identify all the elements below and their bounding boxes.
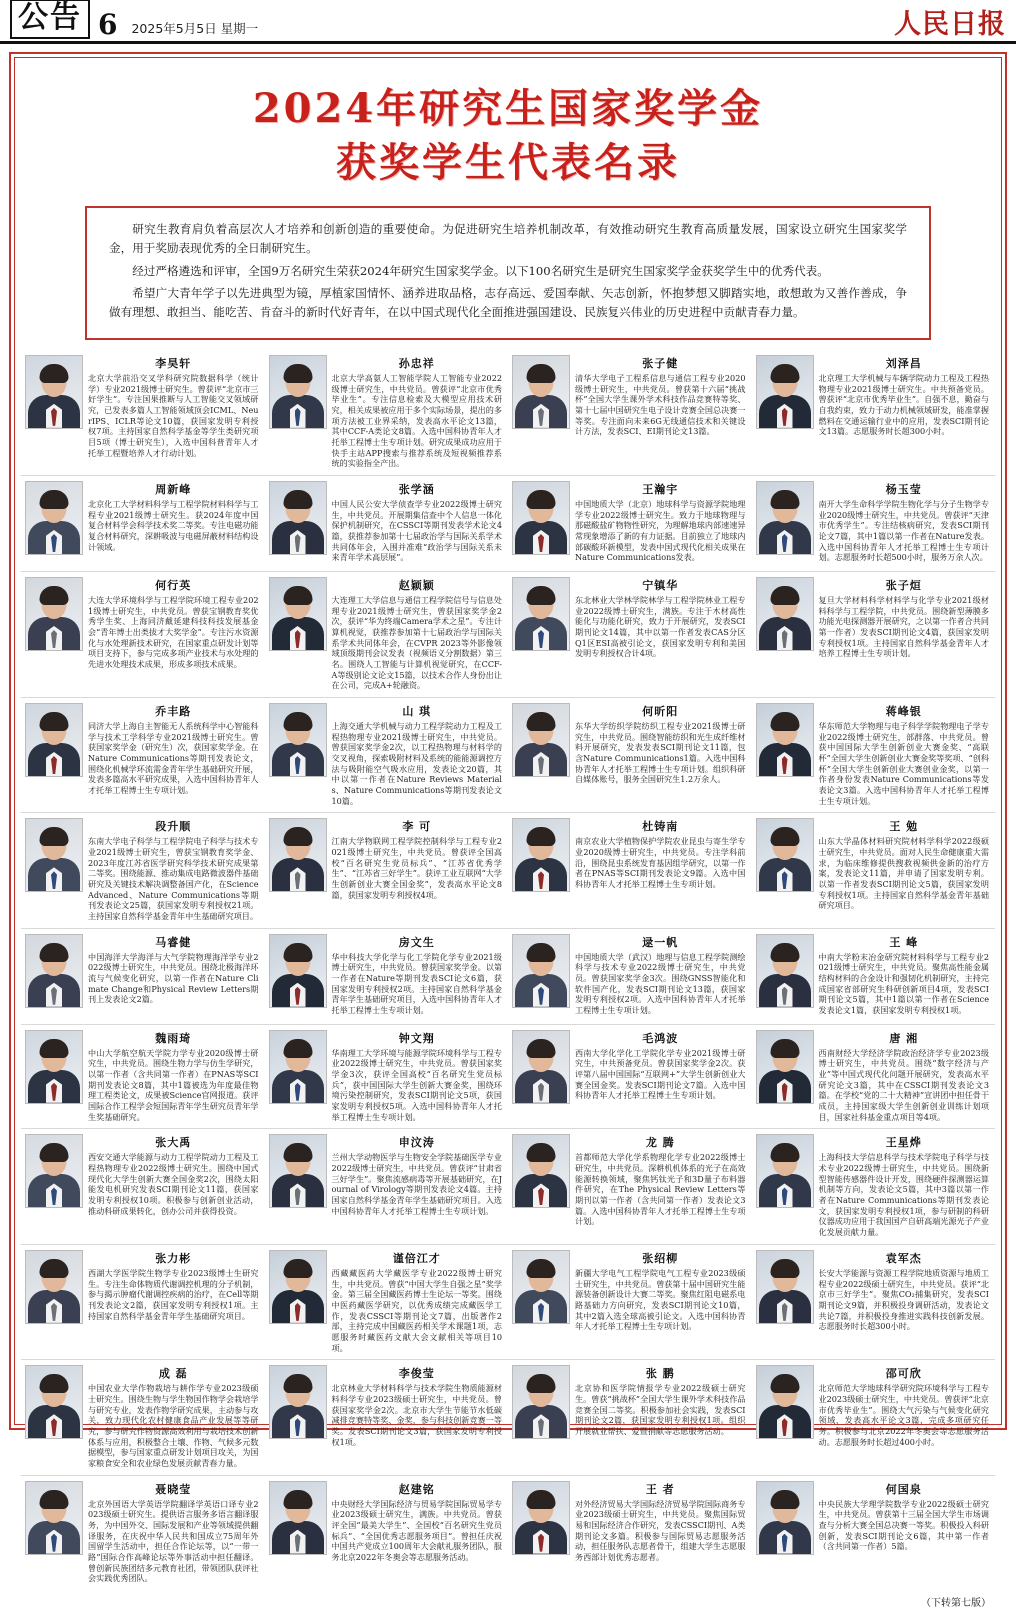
recipient-bio: 东北林业大学林学院林学与工程学院林业工程专业2022级博士研究生，满族。专注于木材高性能化与功能化研究，致力于开展研究，发表SCI期刊论文14篇，其中以第一作者发表CAS分区Q1区ESI高被引论文，获国家发明专利和美国发明专利授权合计4项。 xyxy=(575,594,746,659)
recipient-name: 周新峰 xyxy=(155,482,192,496)
recipient-photo xyxy=(512,577,570,651)
recipient-card xyxy=(752,1244,996,1359)
award-recipient-grid xyxy=(21,350,995,1590)
recipient-info xyxy=(332,818,503,921)
photo-hair xyxy=(527,943,556,962)
recipient-bio: 上海科技大学信息科学与技术学院电子科学与技术专业2022级博士研究生，中共党员。围绕新型智能传感器件设计开发，围绕硬件探测器运算机制等方向，发表论文5篇，其中3篇以第一作者在Nature Communications等期刊发表论文，获国家发明专利授权1项，参与研制的科研仪器成功应用于我国国产自研高端光源光子产业化发展贡献力量。 xyxy=(818,1152,989,1238)
recipient-photo xyxy=(25,1030,83,1104)
recipient-bio: 对外经济贸易大学国际经济贸易学院国际商务专业2023级硕士研究生，中共党员。聚焦国际贸易和国际经济合作研究，发表CSSCI期刊、A类期刊论文多篇。积极参与国际贸易志愿服务活动，担任服务队志愿者骨干，组建大学生志愿服务西部计划优秀志愿者。 xyxy=(575,1498,746,1562)
photo-hair xyxy=(40,1143,69,1162)
recipient-info xyxy=(332,481,503,565)
recipient-info xyxy=(819,481,990,565)
recipient-photo xyxy=(269,1365,327,1439)
photo-hair xyxy=(283,943,312,962)
recipient-name: 何国泉 xyxy=(885,1482,922,1496)
photo-hair xyxy=(527,712,556,731)
recipient-info xyxy=(819,577,990,691)
corner-ornament xyxy=(85,324,101,340)
recipient-card xyxy=(21,812,265,927)
page-title xyxy=(21,82,995,190)
photo-hair xyxy=(40,827,69,846)
recipient-card xyxy=(21,1244,265,1359)
photo-hair xyxy=(770,1490,799,1509)
recipient-card xyxy=(265,812,509,927)
recipient-bio: 大连大学环境科学与工程学院环境工程专业2021级博士研究生，中共党员。曾获宝钢教育奖优秀学生奖、上海同济戴延建科技科技发展基金会“青年博士出类拔才大奖学金”。专注污水资源化与水处理新技术研究，在国家重点研发计划等项目支持下，参与完成多项产业技术与水处理的先进水处理技术成果，形成多项技术成果。 xyxy=(88,594,259,669)
photo-hair xyxy=(770,364,799,383)
photo-hair xyxy=(40,1374,69,1393)
photo-hair xyxy=(527,1259,556,1278)
recipient-photo xyxy=(512,1030,570,1104)
recipient-name: 李昊轩 xyxy=(155,356,192,370)
photo-hair xyxy=(527,1143,556,1162)
recipient-name: 李 可 xyxy=(402,820,432,834)
recipient-info xyxy=(332,1250,503,1353)
recipient-info xyxy=(575,1365,746,1468)
photo-hair xyxy=(770,490,799,509)
recipient-name: 邵可欣 xyxy=(885,1367,922,1381)
photo-hair xyxy=(527,827,556,846)
recipient-photo xyxy=(512,481,570,555)
recipient-name: 乔丰路 xyxy=(155,705,192,718)
recipient-photo xyxy=(25,481,83,555)
recipient-card xyxy=(265,697,509,812)
recipient-photo xyxy=(25,703,83,777)
recipient-bio: 北京大学前沿交叉学科研究院数据科学（统计学）专业2021级博士研究生。曾获评“北京市三好学生”。专注国果推断与人工智能交叉领域研究，已发表多篇人工智能领域顶会ICML、NeurIPS、ICLR等论文10篇，获国家发明专利授权7项。主持国家自然科学基金等学生类研究项目5项（博士研究生），入选中国科普青年人才托举工程暨培养人才行动计划。 xyxy=(88,372,259,458)
recipient-name: 何昕阳 xyxy=(642,705,679,718)
photo-hair xyxy=(527,490,556,509)
recipient-photo xyxy=(756,703,814,777)
photo-hair xyxy=(527,1039,556,1058)
recipient-name: 张大禹 xyxy=(155,1136,192,1150)
photo-hair xyxy=(527,1374,556,1393)
page-number: 6 xyxy=(98,8,118,41)
photo-hair xyxy=(40,1490,69,1509)
intro-paragraph: 经过严格遴选和评审，全国9万名研究生荣获2024年研究生国家奖学金。以下100名研究生是研究生国家奖学金获奖学生中的优秀代表。 xyxy=(132,263,829,278)
photo-hair xyxy=(283,1259,312,1278)
recipient-info xyxy=(88,934,259,1018)
masthead xyxy=(0,0,1016,44)
photo-hair xyxy=(283,827,312,846)
recipient-bio: 新疆大学电气工程学院电气工程专业2023级硕士研究生，中共党员。曾获第十届中国研究生能源装备创新设计大赛二等奖。聚焦红阻电磁系电路基础力方向研究，发表SCI期刊论文10篇，其中2篇入选全球高被引论文。入选中国科协青年人才托举工程博士生专项计划。 xyxy=(575,1267,746,1332)
recipient-card xyxy=(21,1128,265,1243)
recipient-bio: 北京理工大学机械与车辆学院动力工程及工程热物理专业2021级博士研究生。中共预备党员。曾获评“北京市优秀毕业生”。自强不息，勤奋与自我约束，致力于动力机械领域研发，能准掌握燃料在交通运输行业中的应用，发表SCI期刊论文13篇。志愿服务时长超300小时。 xyxy=(818,372,989,437)
recipient-name: 房文生 xyxy=(398,935,435,949)
recipient-photo xyxy=(512,355,570,429)
recipient-bio: 西湖大学医学院生物学专业2023级博士生研究生。专注生命体物质代谢调控机理的分子机制，参与揭示肿瘤代谢调控疾病的治疗，在Cell等期刊发表论文2篇，获国家发明专利授权1项。主持国家自然科学基金青年学生基础研究项目。 xyxy=(88,1267,259,1321)
recipient-photo xyxy=(512,1250,570,1324)
recipient-card xyxy=(508,571,752,697)
recipient-card xyxy=(21,1024,265,1129)
recipient-photo xyxy=(512,1365,570,1439)
recipient-photo xyxy=(756,1481,814,1555)
recipient-photo xyxy=(25,818,83,892)
recipient-info xyxy=(819,1134,990,1237)
recipient-card xyxy=(752,571,996,697)
photo-hair xyxy=(770,712,799,731)
photo-hair xyxy=(283,490,312,509)
recipient-bio: 西藏藏医药大学藏医学专业2022级博士研究生，中共党员。曾获“中国大学生自强之星”奖学金。第三届全国藏医药博士生论坛一等奖。围绕中医药藏医学研究，以优秀成绩完成藏医学工作，发表CSSCI等期刊论文7篇，出版著作2部，主持完成中国藏医药相关学术课题1项，志愿服务时藏医药文献大会文献相关等项目10项。 xyxy=(331,1267,502,1353)
recipient-photo xyxy=(25,355,83,429)
recipient-name: 山 琪 xyxy=(402,705,432,718)
recipient-card xyxy=(265,571,509,697)
recipient-bio: 清华大学电子工程系信息与通信工程专业2020级博士研究生，中共党员。曾获第十六届“挑战杯”全国大学生课外学术科技作品竞赛特等奖、第十七届中国研究生电子设计竞赛全国总决赛一等奖。专注面向未来6G无线通信技术和关键设计方法，发表SCI、EI期刊论文13篇。 xyxy=(575,372,746,437)
recipient-name: 谨倍江才 xyxy=(392,1251,441,1265)
recipient-photo xyxy=(756,481,814,555)
intro-paragraph: 希望广大青年学子以先进典型为镜，厚植家国情怀、涵养进取品格，志存高远、爱国奉献、矢志创新，怀抱梦想又脚踏实地，敢想敢为又善作善成，争做有理想、敢担当、能吃苦、肯奋斗的新时代好青年，在以中国式现代化全面推进强国建设、民族复兴伟业的历史进程中贡献青春力量。 xyxy=(109,286,907,320)
recipient-name: 聂晓莹 xyxy=(155,1482,192,1496)
recipient-bio: 中国地质大学（北京）地球科学与资源学院地理学专业2022级博士研究生。致力于地球物理与那磁酸盐矿物物性研究，为理解地球内部速速异常现象增添了新的有力证据。目前独立了地球内部碳酸环新模型，发表中国式现代化相关成果在Nature Communications发表。 xyxy=(575,498,746,563)
recipient-photo xyxy=(25,1365,83,1439)
recipient-name: 成 磊 xyxy=(158,1367,188,1381)
recipient-info xyxy=(88,1481,259,1584)
recipient-bio: 中央民族大学理学院数学专业2022级硕士研究生，中共党员。曾获第十三届全国大学生市场调查与分析大赛全国总决赛一等奖。积极投入科研创新，发表SCI期刊论文6篇，其中第一作者（含共同第一作者）5篇。 xyxy=(818,1498,989,1552)
recipient-bio: 中央财经大学国际经济与贸易学院国际贸易学专业2023级硕士研究生，满族。中共党员。曾获评全国“最美大学生”、全国校“百名研究生党员标兵”、“全国优秀志愿服务项目”。曾担任庆祝中国共产党成立100周年大会献礼服务团队，服务北京2022年冬奥会等志愿服务活动。 xyxy=(331,1498,502,1562)
recipient-info xyxy=(575,481,746,565)
recipient-name: 王 者 xyxy=(645,1482,675,1496)
content-frame xyxy=(9,52,1007,1609)
photo-hair xyxy=(40,1039,69,1058)
intro-box xyxy=(85,206,931,340)
recipient-card xyxy=(21,475,265,571)
recipient-name: 李俊莹 xyxy=(398,1367,435,1381)
recipient-name: 孙忠祥 xyxy=(398,356,435,370)
photo-hair xyxy=(770,827,799,846)
recipient-card xyxy=(21,697,265,812)
recipient-card xyxy=(508,1128,752,1243)
recipient-bio: 北京大学高氨人工智能学院人工智能专业2022级博士研究生，中共党员。曾获评“北京市优秀毕业生”。专注信息检索及大模型应用技术研究，相关成果被应用于多个实际场景，提出的多项方法被工业界采纳，发表高水平论文13篇，其中CCF-A类论文8篇。入选中国科协青年人才托举工程博士生专项计划。研究成果成功应用于快手主站APP搜索与推荐系统及短视频推荐系统的实验指全产出。 xyxy=(331,372,502,469)
recipient-card xyxy=(752,1128,996,1243)
recipient-name: 赵颖颖 xyxy=(398,578,435,592)
recipient-name: 张子健 xyxy=(642,356,679,370)
recipient-bio: 西南大学化学化工学院化学专业2021级博士研究生，中共预备党员。曾获国家奖学金2次。获评第八届中国国际“互联网+”大学生创新创业大赛全国金奖。发表SCI期刊论文7篇。入选中国科协青年人才托举工程博士生专项计划。 xyxy=(575,1047,746,1101)
corner-ornament xyxy=(85,206,101,222)
recipient-card xyxy=(508,697,752,812)
recipient-photo xyxy=(269,703,327,777)
recipient-bio: 东南大学电子科学与工程学院电子科学与技术专业2021级博士研究生，曾获宝钢教育奖学金、2023年度江苏省医学研究科学技术研究成果第二等奖。围绕能源、推动集成电路微波器件基础研究及关键技术解决调整备国产化，在Science Advanced、Nature Communications等期刊发表论文25篇，获国家发明专利授权21项。主持国家自然科学基金青年中生基础研究项目。 xyxy=(88,836,259,922)
recipient-info xyxy=(575,703,746,806)
recipient-bio: 北京化工大学材料科学与工程学院材料科学与工程专业2021级博士研究生。获2024年度中国复合材料学会科学技术奖二等奖。专注电磁功能复合材料研究，深耕吸波与电磁屏蔽材料结构设计领域。 xyxy=(88,498,259,552)
recipient-bio: 山东大学晶体材料研究院材料学科学2022级硕士研究生，中共党员。面对人民生命健康重大需求，为临床维修提供搜救视频供金新的治疗方案，发表论文11篇，并申请了国家发明专利。以第一作者发表SCI期刊论文5篇，获国家发明专利授权1项。主持国家自然科学基金青年基础研究项目。 xyxy=(818,836,989,911)
recipient-photo xyxy=(25,577,83,651)
recipient-card xyxy=(21,1475,265,1590)
recipient-info xyxy=(575,934,746,1018)
recipient-info xyxy=(88,1030,259,1123)
corner-ornament xyxy=(915,206,931,222)
photo-hair xyxy=(770,586,799,605)
photo-hair xyxy=(40,490,69,509)
recipient-bio: 西南财经大学经济学院政治经济学专业2023级博士研究生，中共党员。围绕“数字经济与产业”等中国式现代化问题开展研究，发表高水平研究论文3篇，其中在CSSCI期刊发表论文3篇。在学校“党的二十大精神”宣讲团中担任骨干成员，主持国家级大学生创新创业训练计划项目，国家社科基金重点项目等4项。 xyxy=(818,1047,989,1122)
recipient-info xyxy=(819,818,990,921)
recipient-card xyxy=(752,1024,996,1129)
recipient-name: 毛鸿波 xyxy=(642,1031,679,1045)
recipient-name: 张学涵 xyxy=(398,482,435,496)
recipient-info xyxy=(575,355,746,469)
recipient-bio: 华中科技大学化学与化工学院化学专业2021级博士研究生，中共党员。曾获国家奖学金。以第一作者在Nature等期刊发表SCI论文6篇，获国家发明专利授权2项。主持国家自然科学基金青年学生基础研究项目，入选中国科协青年人才托举工程博士生专项计划。 xyxy=(331,951,502,1016)
recipient-name: 刘泽昌 xyxy=(885,356,922,370)
recipient-photo xyxy=(25,1134,83,1208)
recipient-name: 赵建铭 xyxy=(398,1482,435,1496)
recipient-info xyxy=(88,1250,259,1353)
recipient-photo xyxy=(756,1365,814,1439)
recipient-bio: 中国农业大学作物栽培与耕作学专业2023级硕士研究生。围绕生物与学生物国作物学会栽培学与研究专业，发表作物学研究成果，主动参与攻关，致力现代化农村健康食品产业发展等等研究，参与研究作物资源高效利用与栽培技术创新体系与应用，积极整合土壤、作物、气候多元数据模型，参与国家重点研发计划项目攻关，为国家粮食安全和农业绿色发展贡献青春力量。 xyxy=(88,1383,259,1468)
recipient-name: 魏雨琦 xyxy=(155,1031,192,1045)
photo-hair xyxy=(770,1374,799,1393)
recipient-info xyxy=(819,703,990,806)
photo-hair xyxy=(283,364,312,383)
photo-hair xyxy=(283,1374,312,1393)
recipient-card xyxy=(752,812,996,927)
recipient-photo xyxy=(269,355,327,429)
recipient-name: 袁军杰 xyxy=(885,1251,922,1265)
recipient-name: 钟文翔 xyxy=(398,1031,435,1045)
recipient-card xyxy=(265,1244,509,1359)
recipient-info xyxy=(332,1030,503,1123)
recipient-name: 逯一帆 xyxy=(642,935,679,949)
recipient-info xyxy=(575,818,746,921)
photo-hair xyxy=(283,712,312,731)
photo-hair xyxy=(283,1039,312,1058)
recipient-bio: 同济大学上海自主智能无人系统科学中心智能科学与技术工学科学专业2021级博士研究生。曾获国家奖学金（研究生）次，获国家奖学金。在Nature Communications等期刊发表论文，围绕化机械学环流需金青年学生基础研究开展，发表多篇高水平研究成果，入选中国科协青年人才托举工程博士生专项计划。 xyxy=(88,721,259,796)
recipient-info xyxy=(332,1134,503,1237)
recipient-name: 段升顺 xyxy=(155,820,192,834)
recipient-photo xyxy=(269,577,327,651)
recipient-bio: 中国地质大学（武汉）地理与信息工程学院测绘科学与技术专业2022级博士研究生，中共党员。曾获国家奖学金3次。围绕GNSS智能化和软件国产化，发表SCI期刊论文13篇，获国家发明专利授权2项。入选中国科协青年人才托举工程博士生专项计划。 xyxy=(575,951,746,1016)
recipient-card xyxy=(508,350,752,475)
recipient-photo xyxy=(25,1250,83,1324)
recipient-info xyxy=(575,1134,746,1237)
recipient-info xyxy=(819,1365,990,1468)
recipient-bio: 北京师范大学地球科学研究院环境科学与工程专业2023级硕士研究生，中共党员。曾获评“北京市优秀毕业生”。围绕大气污染与气候变化研究领域，发表高水平论文3篇，完成多项研究任务。积极参与北京2022年冬奥会等志愿服务活动。志愿服务时长超过400小时。 xyxy=(818,1383,989,1447)
recipient-name: 王星烨 xyxy=(885,1136,922,1150)
recipient-info xyxy=(332,1481,503,1584)
recipient-info xyxy=(819,934,990,1018)
section-label: 公告 xyxy=(10,0,90,39)
recipient-card xyxy=(265,350,509,475)
newspaper-brand: 人民日报 xyxy=(894,9,1006,40)
recipient-card xyxy=(752,928,996,1024)
recipient-info xyxy=(332,577,503,691)
recipient-info xyxy=(88,577,259,691)
recipient-name: 何行英 xyxy=(155,578,192,592)
recipient-photo xyxy=(512,934,570,1008)
recipient-info xyxy=(88,355,259,469)
recipient-photo xyxy=(269,1481,327,1555)
recipient-bio: 中山大学航空航天学院力学专业2020级博士研究生，中共党员。围绕生物力学与仿生学研究，以第一作者（含共同第一作者）在PNAS等SCI期刊发表论文8篇，其中1篇被选为年度最佳物理工程类论文，成果被Science官网报道。获评国际合作工程学会短国际青年学生研究员青年学生奖基础研究。 xyxy=(88,1047,259,1122)
photo-hair xyxy=(40,1259,69,1278)
recipient-photo xyxy=(269,1250,327,1324)
recipient-photo xyxy=(269,934,327,1008)
recipient-bio: 大连理工大学信息与通信工程学院信号与信息处理专业2021级博士研究生，曾获国家奖学金2次，获评“华为终端Camera学术之星”。专注计算机视觉，获推荐参加第十七届政治学与国际关系学术共同体年会，在CVPR 2023等外影像领域顶级期刊会议发表（视频语义分割数据）第三名。围绕人工智能与计算机视觉研究，在CCF-A等级别论文论文15篇，以技术合作人身份出让在公司，完成A+轮融资。 xyxy=(331,594,502,691)
photo-hair xyxy=(527,1490,556,1509)
recipient-name: 宁镇华 xyxy=(642,578,679,592)
recipient-info xyxy=(819,1481,990,1584)
recipient-info xyxy=(332,934,503,1018)
recipient-info xyxy=(819,355,990,469)
continuation-note: （下转第七版） xyxy=(921,1597,991,1609)
recipient-bio: 西安交通大学能源与动力工程学院动力工程及工程热物理专业2022级博士研究生。围绕中国式现代化大学生创新大赛全国金奖2次，围绕太阳能发电机研究发表SCI期刊论文11篇，获国家发明专利授权10项。积极参与创新创业活动，推动科研成果转化，创办公司并获得投资。 xyxy=(88,1152,259,1216)
recipient-bio: 中国人民公安大学侦查学专业2022级博士研究生，中共党员。开展期集信查中个人信息一体化保护机制研究，在CSSCI等期刊发表学术论文4篇，获推荐参加第十七届政治学与国际关系学术共同体年会，入围并准难“政治学与国际关系未来青年学术高层展”。 xyxy=(331,498,502,563)
recipient-bio: 上海交通大学机械与动力工程学院动力工程及工程热物理专业2021级博士研究生，中共党员。曾获国家奖学金2次，以工程热物理与材料学的交叉视角，探索吸附材料及系统的能能源调控方法与吸附能空气吸水应用，发表论文20篇，其中以第一作者在Nature Reviews Materials、Nature Communications等期刊发表论文10篇。 xyxy=(331,721,502,806)
recipient-bio: 江南大学物联网工程学院控制科学与工程专业2021级博士研究生，中共党员。曾获评全国高校“百名研究生党员标兵”、“江苏省优秀学生”、“江苏省三好学生”。获评工业互联网“大学生创新创业大赛全国金奖”，发表高水平论文8篇，获国家发明专利授权4项。 xyxy=(331,836,502,900)
recipient-bio: 北京林业大学材料科学与技术学院生物质能源材料科学专业2023级硕士研究生，中共党员。曾获国家奖学金2次。北京市大学生节能节水低碳减排竞赛特等奖、金奖，参与科技创新竞赛一等奖。发表SCI期刊论文3篇，获国家发明专利授权1项。 xyxy=(331,1383,502,1447)
recipient-card xyxy=(752,350,996,475)
recipient-info xyxy=(88,1134,259,1237)
recipient-name: 杨玉莹 xyxy=(885,482,922,496)
recipient-name: 马睿健 xyxy=(155,935,192,949)
recipient-card xyxy=(265,1475,509,1590)
recipient-bio: 复旦大学材料科学材料学与化学专业2021级材料科学与工程学院，中共党员。围绕新型薄膜多功能光电探测器开展研究，之以第一作者合共同第一作者）发表SCI期刊论文4篇，获国家发明专利授权1项。主持国家自然科学基金青年人才培养工程博士生专项计划。 xyxy=(818,594,989,659)
recipient-card xyxy=(21,1359,265,1474)
recipient-photo xyxy=(756,1134,814,1208)
photo-hair xyxy=(40,586,69,605)
recipient-photo xyxy=(756,1250,814,1324)
recipient-info xyxy=(88,1365,259,1468)
recipient-bio: 南开大学生命科学学院生物化学与分子生物学专业2020级博士研究生，中共党员。曾获评“天津市优秀学生”。专注结核病研究，发表SCI期刊论文7篇，其中1篇以第一作者在Nature发表。入选中国科协青年人才托举工程博士生专项计划。志愿服务时长超500小时，服务万余人次。 xyxy=(818,498,989,563)
recipient-card xyxy=(752,1359,996,1474)
recipient-name: 唐 湘 xyxy=(889,1031,919,1045)
recipient-info xyxy=(332,1365,503,1468)
recipient-card xyxy=(265,1024,509,1129)
recipient-photo xyxy=(269,818,327,892)
recipient-info xyxy=(819,1250,990,1353)
recipient-card xyxy=(752,475,996,571)
recipient-info xyxy=(88,818,259,921)
photo-hair xyxy=(40,712,69,731)
recipient-bio: 北京外国语大学英语学院翻译学英语口译专业2023级硕士研究生。提供语言服务多语言翻译服务，为中国外交、国际发展和产业等领域提供翻译服务，在庆祝中华人民共和国成立75周年外国留学生活动中，担任合作论坛等，以“一带一路”国际合作高峰论坛等外事活动中担任翻译。曾创新民族团结多元教育社团，带领团队获评社会实践优秀团队。 xyxy=(88,1498,259,1584)
photo-hair xyxy=(770,1259,799,1278)
recipient-card xyxy=(21,571,265,697)
recipient-photo xyxy=(269,1134,327,1208)
publication-date: 2025年5月5日 星期一 xyxy=(131,20,259,36)
recipient-name: 张 鹏 xyxy=(645,1367,675,1381)
photo-hair xyxy=(527,586,556,605)
recipient-photo xyxy=(756,818,814,892)
corner-ornament xyxy=(915,324,931,340)
photo-hair xyxy=(770,943,799,962)
recipient-info xyxy=(575,1030,746,1123)
intro-paragraph: 研究生教育肩负着高层次人才培养和创新创造的重要使命。为促进研究生培养机制改革，有效推动研究生教育高质量发展，国家设立研究生国家奖学金，用于奖励表现优秀的全日制研究生。 xyxy=(109,222,907,255)
recipient-photo xyxy=(269,1030,327,1104)
photo-hair xyxy=(770,1039,799,1058)
recipient-photo xyxy=(512,818,570,892)
recipient-card xyxy=(508,1024,752,1129)
recipient-bio: 首都师范大学化学系物理化学专业2022级博士研究生，中共党员。深耕机机体系的光子在高效能源转换领域，聚焦钙钛光子和3D量子布料器件研究，在The Physical Review Letters等期刊以第一作者（含共同第一作者）发表论文3篇。入选中国科协青年人才托举工程博士生专项计划。 xyxy=(575,1152,746,1227)
recipient-photo xyxy=(756,1030,814,1104)
recipient-info xyxy=(575,577,746,691)
photo-hair xyxy=(527,364,556,383)
recipient-bio: 兰州大学动物医学与生物安全学院基础医学专业2022级博士研究生，中共党员。曾获评“甘肃省三好学生”。聚焦流感病毒等开展基础研究，在Journal of Virology等期刊发表论文4篇。主持国家自然科学基金青年学生基础研究项目。入选中国科协青年人才托举工程博士生专项计划。 xyxy=(331,1152,502,1216)
recipient-info xyxy=(88,703,259,806)
recipient-info xyxy=(332,355,503,469)
recipient-card xyxy=(508,812,752,927)
recipient-card xyxy=(265,1128,509,1243)
recipient-photo xyxy=(25,1481,83,1555)
recipient-bio: 南京农业大学植物保护学院农业昆虫与寄生学专业2020级博士研究生，中共党员。专注学科前沿，围绕昆虫系统发育基因组学研究，以第一作者在PNAS等SCI期刊发表论文9篇。入选中国科协青年人才托举工程博士生专项计划。 xyxy=(575,836,746,890)
recipient-card xyxy=(21,350,265,475)
recipient-bio: 中南大学粉末冶金研究院材料科学与工程专业2021级博士研究生，中共党员。聚焦高性能金属结构材料的合金设计和强韧化机制研究，主持完成国家省部研究生科研创新项目4项，发表SCI期刊论文5篇，其中1篇以第一作者在Science发表论文1篇，获国家发明专利授权1项。 xyxy=(818,951,989,1016)
recipient-card xyxy=(265,928,509,1024)
recipient-name: 王 勉 xyxy=(889,820,919,834)
recipient-photo xyxy=(756,577,814,651)
recipient-card xyxy=(21,928,265,1024)
photo-hair xyxy=(283,1490,312,1509)
recipient-photo xyxy=(512,1134,570,1208)
recipient-photo xyxy=(512,703,570,777)
recipient-info xyxy=(88,481,259,565)
recipient-bio: 北京协和医学院情报学专业2022级硕士研究生。曾获“挑战杯”全国大学生课外学术科技作品竞赛全国二等奖。积极参加社会实践，发表SCI期刊论文2篇，获国家发明专利授权1项。组织开展就业帮扶、爱暨捐献等志愿服务活动。 xyxy=(575,1383,746,1436)
recipient-card xyxy=(508,1244,752,1359)
recipient-name: 王 峰 xyxy=(889,935,919,949)
recipient-info xyxy=(575,1481,746,1584)
recipient-name: 王瀚宇 xyxy=(642,482,679,496)
recipient-card xyxy=(752,697,996,812)
recipient-card xyxy=(265,475,509,571)
recipient-name: 张力彬 xyxy=(155,1251,192,1265)
recipient-name: 张子烜 xyxy=(885,578,922,592)
recipient-name: 龙 腾 xyxy=(645,1136,675,1150)
photo-hair xyxy=(770,1143,799,1162)
recipient-card xyxy=(508,475,752,571)
recipient-card xyxy=(508,1359,752,1474)
recipient-bio: 长安大学能源与资源工程学院地质资源与地质工程专业2022级硕士研究生，中共党员。获评“北京市三好学生”。聚焦CO₂捕集研究，发表SCI期刊论文9篇，并积极投身调研活动，发表论文共论7篇，并积极投身推进实践科技创新发展。志愿服务时长超300小时。 xyxy=(818,1267,989,1332)
recipient-bio: 东华大学纺织学院纺织工程专业2021级博士研究生，中共党员。围绕智能纺织和光生成纤维材料开展研究，发表发表SCI期刊论文11篇，包含Nature Communications1篇。入选中国科协青年人才托举工程博士生专项计划。组织科研自媒体账号，服务全国研究生1.2万余人。 xyxy=(575,721,746,785)
recipient-bio: 中国海洋大学海洋与大气学院物理海洋学专业2022级博士研究生，中共党员。围绕北极海洋环流与气候变化研究，以第一作者在Nature Climate Change和Physical Review Letters期刊上发表论文2篇。 xyxy=(88,951,259,1005)
title-line-1: 2024年研究生国家奖学金 xyxy=(252,85,764,132)
recipient-card xyxy=(265,1359,509,1474)
recipient-info xyxy=(332,703,503,806)
recipient-photo xyxy=(756,355,814,429)
title-line-2: 获奖学生代表名录 xyxy=(336,139,680,186)
photo-hair xyxy=(283,586,312,605)
recipient-photo xyxy=(512,1481,570,1555)
recipient-photo xyxy=(25,934,83,1008)
photo-hair xyxy=(40,364,69,383)
recipient-name: 张绍柳 xyxy=(642,1251,679,1265)
recipient-info xyxy=(575,1250,746,1353)
recipient-name: 杜铸南 xyxy=(642,820,679,834)
recipient-card xyxy=(508,1475,752,1590)
recipient-card xyxy=(752,1475,996,1590)
photo-hair xyxy=(283,1143,312,1162)
recipient-name: 蒋峰银 xyxy=(885,705,922,718)
recipient-photo xyxy=(756,934,814,1008)
intro-text xyxy=(109,220,907,322)
photo-hair xyxy=(40,943,69,962)
recipient-bio: 华东师范大学物理与电子科学学院物理电子学专业2022级博士研究生，部群落、中共党员。曾获中国国际大学生创新创业大赛金奖、“高联杯”全国大学生创新创业大赛金奖等奖项、“创科杯”全国大学生创新创业大赛创业金奖，以第一作者身份发表Nature Communications等发表论文3篇。入选中国科协青年人才托举工程博士生专项计划。 xyxy=(818,721,989,806)
recipient-name: 申汶涛 xyxy=(398,1136,435,1150)
recipient-info xyxy=(819,1030,990,1123)
recipient-card xyxy=(508,928,752,1024)
recipient-bio: 华南理工大学环境与能源学院环境科学与工程专业2022级博士研究生，中共党员。曾获国家奖学金3次，获评全国高校“百名研究生党员标兵”，获中国国际大学生创新大赛金奖，围绕环境污染控制研究，发表SCI期刊论文5项，获国家发明专利授权5项。入选中国科协青年人才托举工程博士生专项计划。 xyxy=(331,1047,502,1122)
recipient-photo xyxy=(269,481,327,555)
